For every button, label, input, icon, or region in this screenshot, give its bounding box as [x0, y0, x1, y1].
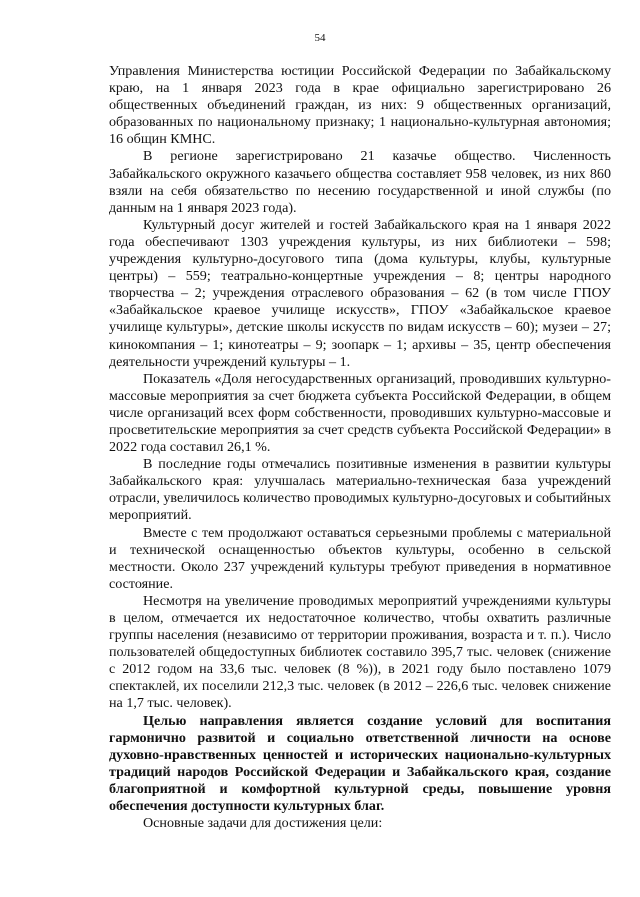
paragraph-culture-institutions: Культурный досуг жителей и гостей Забайкальского края на 1 января 2022 года обеспечивают 1303 учреждения культуры, из них библиотеки – 598; учреждения культурно-досугового типа (дома культуры, клубы, культурные центры) – 559; театрально-концертные учреждения – 8; центры народного творчества – 2; учреждения отраслевого образования – 62 (в том числе ГПОУ «Забайкальское краевое училище искусств», ГПОУ «Забайкальское краевое училище культуры», детские школы искусств по видам искусств – 60); музеи – 27; кинокомпания – 1; кинотеатры – 9; зоопарк – 1; архивы – 35, центр обеспечения деятельности учреждений культуры – 1. — [109, 216, 611, 370]
page-number: 54 — [314, 32, 326, 44]
paragraph-direction-goal: Целью направления является создание условий для воспитания гармонично развитой и социально ответственной личности на основе духовно-нравственных ценностей и исторических национально-культурных традиций народов Российской Федерации и Забайкальского края, создание благоприятной и комфортной культурной среды, повышение уровня обеспечения доступности культурных благ. — [109, 712, 611, 815]
paragraph-nongovernmental-share: Показатель «Доля негосударственных организаций, проводивших культурно-массовые мероприятия за счет бюджета субъекта Российской Федерации, в общем числе организаций всех форм собственности, проводивших культурно-массовые и просветительские мероприятия за счет средств субъекта Российской Федерации» в 2022 года составил 26,1 %. — [109, 370, 611, 456]
paragraph-cossack-societies: В регионе зарегистрировано 21 казачье общество. Численность Забайкальского окружного казачьего общества составляет 958 человек, из них 860 взяли на себя обязательство по несению государственной и иной службы (по данным на 1 января 2023 года). — [109, 148, 611, 216]
paragraph-main-tasks: Основные задачи для достижения цели: — [143, 815, 383, 832]
body-text — [109, 63, 611, 832]
paragraph-insufficient-events: Несмотря на увеличение проводимых мероприятий учреждениями культуры в целом, отмечается их недостаточное количество, чтобы охватить различные группы населения (независимо от территории проживания, возраста и т. п.). Число пользователей общедоступных библиотек составило 395,7 тыс. человек (снижение с 2012 годом на 33,6 тыс. человек (8 %)), в 2021 году было поставлено 1079 спектаклей, их поселили 212,3 тыс. человек (в 2012 – 226,6 тыс. человек снижение на 1,7 тыс. человек). — [109, 592, 611, 712]
paragraph-positive-changes: В последние годы отмечались позитивные изменения в развитии культуры Забайкальского края: улучшалась материально-техническая база учреждений отрасли, увеличилось количество проводимых культурно-досуговых и событийных мероприятий. — [109, 456, 611, 524]
paragraph-problems: Вместе с тем продолжают оставаться серьезными проблемы с материальной и технической оснащенностью объектов культуры, особенно в сельской местности. Около 237 учреждений культуры требуют приведения в нормативное состояние. — [109, 524, 611, 592]
paragraph-justice-ministry-registrations: Управления Министерства юстиции Российской Федерации по Забайкальскому краю, на 1 января 2023 года в крае официально зарегистрировано 26 общественных объединений граждан, из них: 9 общественных организаций, образованных по национальному признаку; 1 национально-культурная автономия; 16 общин КМНС. — [109, 63, 611, 148]
